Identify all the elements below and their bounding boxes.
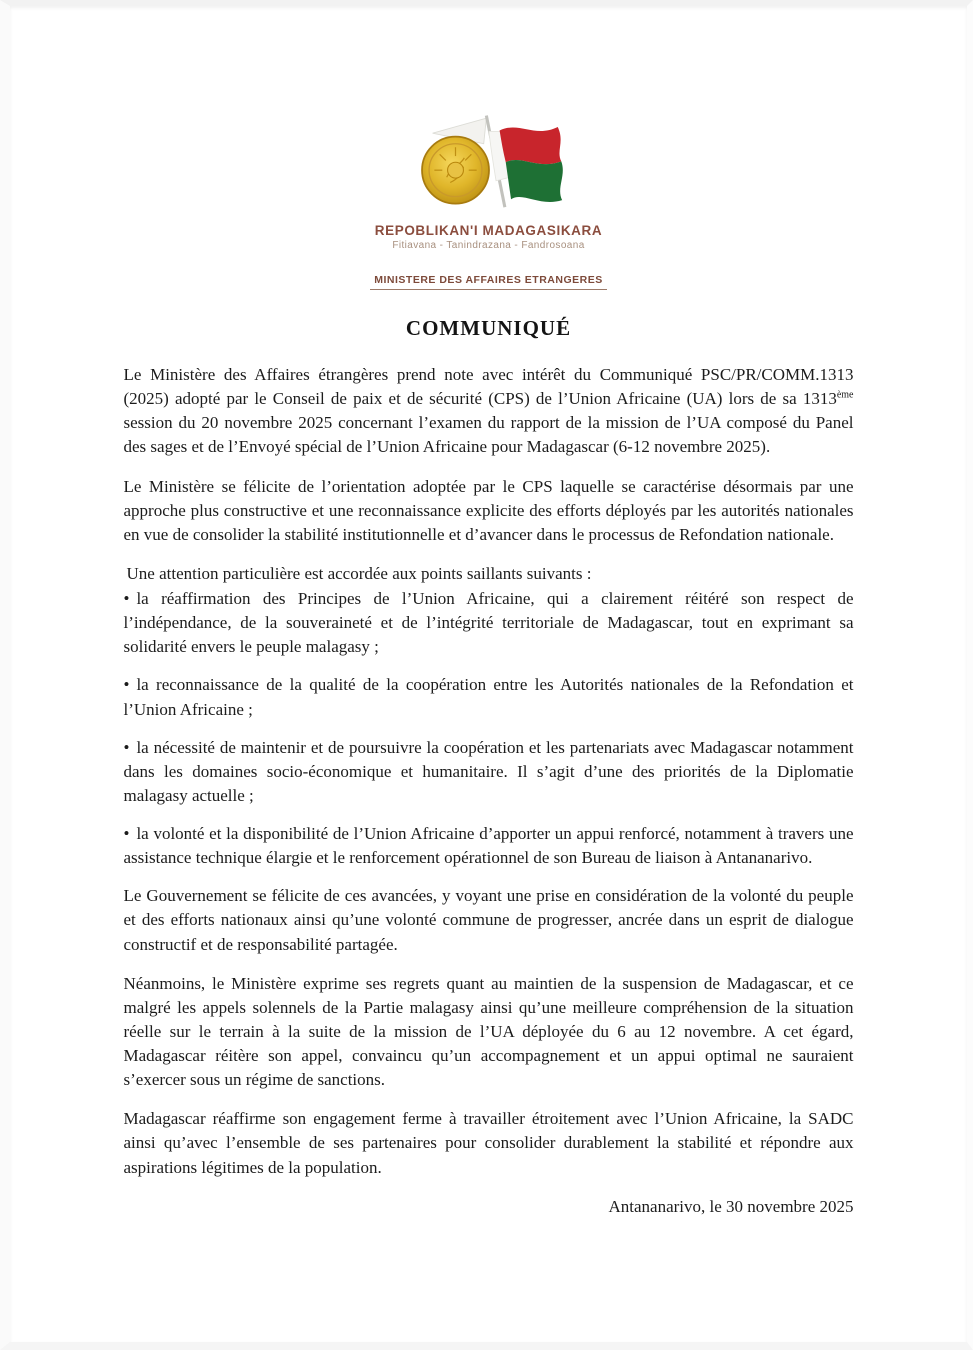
p1-text-start: Le Ministère des Affaires étrangères prend note avec intérêt du Communiqué PSC/PR/COMM.1313 (2025) adopté par le Conseil de paix et de sécurité (CPS) de l’Union Africaine (UA) lors de sa 1313 <box>123 365 854 409</box>
document-title: COMMUNIQUÉ <box>405 316 572 340</box>
madagascar-flag-seal-icon <box>400 112 578 216</box>
republic-name: REPOBLIKAN'I MADAGASIKARA <box>374 223 603 238</box>
paragraph-orientation: Le Ministère se félicite de l’orientation adoptée par le CPS laquelle se caractérise désormais par une approche plus constructive et une reconnaissance explicite des efforts déployés par les autorités nationales en vue de consolider la stabilité institutionnelle et d’avancer dans le processus de Refondation nationale. <box>123 476 854 544</box>
bullet-icon: • <box>123 675 130 695</box>
paragraph-regrets-suspension: Néanmoins, le Ministère exprime ses regrets quant au maintien de la suspension de Madagascar, et ce malgré les appels solennels de la Partie malagasy ainsi qu’une meilleure compréhension de la situation réelle sur le terrain à la suite de la mission de l’UA déployée du 6 au 12 novembre. A cet égard, Madagascar réitère son appel, convaincu qu’un accompagnement et un appui optimal ne sauraient s’exercer sous un régime de sanctions. <box>123 973 854 1090</box>
ministry-name: MINISTERE DES AFFAIRES ETRANGERES <box>370 271 606 290</box>
paragraph-points-intro: Une attention particulière est accordée aux points saillants suivants : <box>126 563 592 583</box>
bullet-item-principles <box>124 587 854 659</box>
document-body <box>124 363 854 1219</box>
paragraph-reaffirmation: Madagascar réaffirme son engagement ferme à travailler étroitement avec l’Union Africaine, la SADC ainsi qu’avec l’ensemble de ses partenaires pour consolider durablement la stabilité et répondre aux aspirations légitimes de la population. <box>123 1109 854 1177</box>
bullet-item-reinforced-support <box>124 822 854 870</box>
bullet-item-cooperation-quality <box>124 673 854 721</box>
bullet-icon: • <box>123 589 130 608</box>
paragraph-communique-reference <box>124 363 854 460</box>
bullet-item-partnerships <box>124 736 854 808</box>
national-motto: Fitiavana - Tanindrazana - Fandrosoana <box>392 240 585 251</box>
bullet-text: la réaffirmation des Principes de l’Union Africaine, qui a clairement réitéré son respect de l’indépendance, de la souveraineté et de l’intégrité territoriale de Madagascar, tout en exprimant sa solidarité envers le peuple malagasy ; <box>123 589 854 657</box>
letterhead <box>10 112 967 290</box>
paragraph-government-welcome: Le Gouvernement se félicite de ces avancées, y voyant une prise en considération de la volonté du peuple et des efforts nationaux ainsi qu’une volonté commune de progresser, ancrée dans un esprit de dialogue constructif et de responsabilité partagée. <box>123 886 854 954</box>
dateline: Antananarivo, le 30 novembre 2025 <box>608 1196 854 1216</box>
bullet-icon: • <box>123 737 130 757</box>
ordinal-superscript: ème <box>836 389 854 401</box>
bullet-icon: • <box>123 824 130 843</box>
madagascar-emblem-logo <box>400 112 578 216</box>
bullet-text: la reconnaissance de la qualité de la coopération entre les Autorités nationales de la Refondation et l’Union Africaine ; <box>123 675 854 719</box>
p1-text-end: session du 20 novembre 2025 concernant l’examen du rapport de la mission de l’UA composé du Panel des sages et de l’Envoyé spécial de l’Union Africaine pour Madagascar (6-12 novembre 2025). <box>123 413 854 457</box>
bullet-text: la nécessité de maintenir et de poursuivre la coopération et les partenariats avec Madagascar notamment dans les domaines socio-économique et humanitaire. Il s’agit d’une des priorités de la Diplomatie malagasy actuelle ; <box>123 737 854 805</box>
bullet-text: la volonté et la disponibilité de l’Union Africaine d’apporter un appui renforcé, notamment à travers une assistance technique élargie et le renforcement opérationnel de son Bureau de liaison à Antananarivo. <box>123 824 854 868</box>
